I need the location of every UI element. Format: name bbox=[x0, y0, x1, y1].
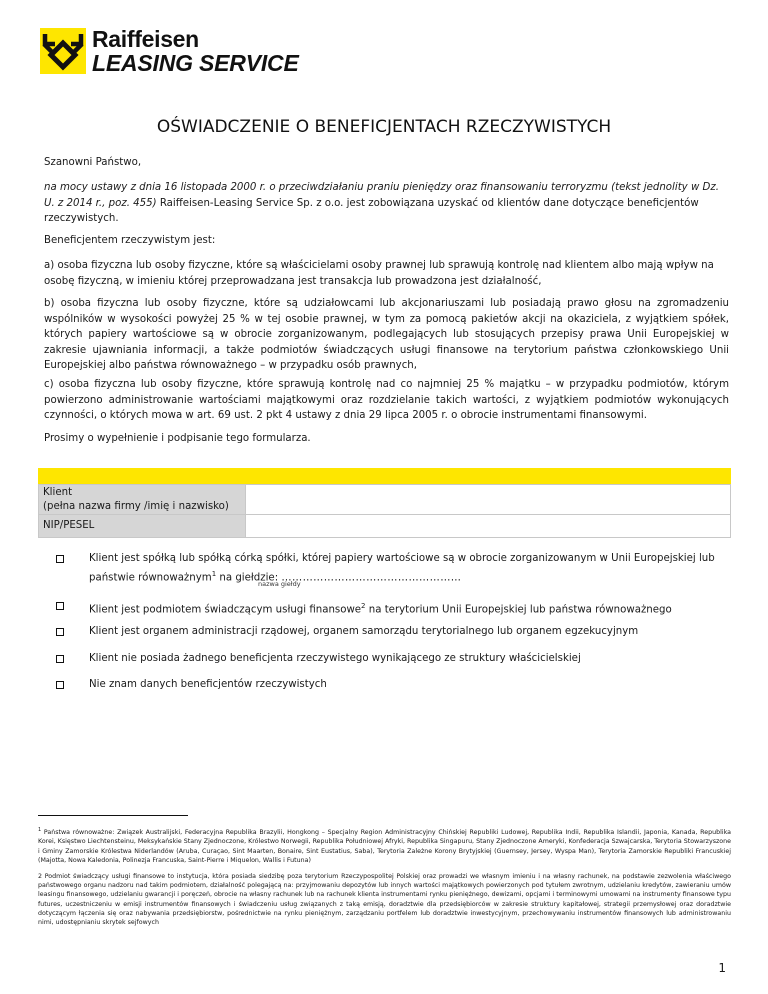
nip-pesel-field[interactable] bbox=[246, 515, 731, 538]
client-form bbox=[38, 484, 731, 538]
raiffeisen-logo bbox=[40, 28, 300, 76]
client-label-hint: (pełna nazwa firmy /imię i nazwisko) bbox=[43, 500, 229, 512]
definition-c: c) osoba fizyczna lub osoby fizyczne, które sprawują kontrolę nad co najmniej 25 % majątku – w przypadku podmiotów, którym powierzono administrowanie wartościami majątkowymi oraz rozdzielanie takich wartości, z wyjątkiem podmiotów wykonujących czynności, o których mowa w art. 69 ust. 2 pkt 4 ustawy z dnia 29 lipca 2005 r. o obrocie instrumentami finansowymi. bbox=[44, 379, 729, 422]
unknown-beneficiaries-checkbox[interactable] bbox=[56, 681, 64, 689]
option-listed-company bbox=[56, 552, 736, 582]
client-label-title: Klient bbox=[43, 486, 73, 498]
no-beneficiary-checkbox[interactable] bbox=[56, 655, 64, 663]
public-authority-checkbox[interactable] bbox=[56, 628, 64, 636]
listed-company-checkbox[interactable] bbox=[56, 555, 64, 563]
footnote-1: $^1$ Państwa równoważne: Związek Australijski, Federacyjna Republika Brazylii, Hongkong – Specjalny Region Administracyjny Chińskiej Republiki Ludowej, Republika Indii, Republika Islandii, Japonia, Kanada, Republika Korei, Księstwo Liechtensteinu, Meksykańskie Stany Zjednoczone, Królestwo Norwegii, Republika Południowej Afryki, Republika Singapuru, Stany Zjednoczone Ameryki, Konfederacja Szwajcarska, Terytoria Stowarzyszone i Gminy Zamorskie Królestwa Niderlandów (Aruba, Curaçao, Sint Maarten, Bonaire, Sint Eustatius, Saba), Terytoria Zależne Korony Brytyjskiej (Guernsey, Jersey, Wyspa Man), Terytoria Zamorskie Republiki Francuskiej (Majotta, Nowa Kaledonia, Polinezja Francuska, Saint-Pierre i Miquelon, Wallis i Futuna) bbox=[38, 827, 731, 864]
exchange-name-label: nazwa giełdy bbox=[258, 580, 301, 588]
nip-pesel-label: NIP/PESEL bbox=[39, 515, 246, 538]
logo-subtitle: LEASING SERVICE bbox=[92, 50, 299, 76]
document-title: OŚWIADCZENIE O BENEFICJENTACH RZECZYWISTYCH bbox=[156, 117, 612, 137]
intro-paragraph bbox=[44, 180, 729, 227]
request-text: Prosimy o wypełnienie i podpisanie tego formularza. bbox=[44, 433, 311, 444]
option-unknown-beneficiaries-text: Nie znam danych beneficjentów rzeczywistych bbox=[89, 679, 327, 690]
intro-legal-basis: na mocy ustawy z dnia 16 listopada 2000 r. o przeciwdziałaniu praniu pieniędzy oraz finansowaniu terroryzmu (tekst jednolity w Dz. U. z 2014 r., poz. 455) bbox=[44, 182, 719, 209]
definition-b: b) osoba fizyczna lub osoby fizyczne, które są udziałowcami lub akcjonariuszami lub posiadają prawo głosu na zgromadzeniu wspólników w wysokości powyżej 25 % w tej osobie prawnej, w tym za pomocą pakietów akcji na okaziciela, z wyjątkiem spółek, których papiery wartościowe są w obrocie zorganizowanym, podlegających lub stosujących przepisy prawa Unii Europejskiej w zakresie ujawniania informacji, a także podmiotów świadczących usługi finansowe na terytorium państwa członkowskiego Unii Europejskiej albo państwa równoważnego – w przypadku osób prawnych, bbox=[44, 298, 729, 372]
definition-a: a) osoba fizyczna lub osoby fizyczne, które są właścicielami osoby prawnej lub sprawują kontrolę nad klientem albo mają wpływ na osobę fizyczną, w imieniu której przeprowadzana jest transakcja lub prowadzona jest działalność, bbox=[44, 260, 714, 287]
footnote-ref-1: 1 bbox=[211, 569, 217, 578]
form-header-bar bbox=[38, 468, 731, 484]
financial-service-checkbox[interactable] bbox=[56, 602, 64, 610]
logo-name: Raiffeisen bbox=[92, 26, 199, 52]
definition-lead: Beneficjentem rzeczywistym jest: bbox=[44, 235, 216, 246]
client-label bbox=[39, 485, 246, 515]
client-name-field[interactable] bbox=[246, 485, 731, 515]
footnote-separator bbox=[38, 815, 188, 816]
footnote-ref-2: 2 bbox=[361, 602, 366, 610]
option-listed-company-text: Klient jest spółką lub spółką córką spółki, której papiery wartościowe są w obrocie zorganizowanym w Unii Europejskiej lub państwie równoważnym$^1$ na giełdzie: …………………………………………… bbox=[89, 553, 715, 583]
footnote-2: 2 Podmiot świadczący usługi finansowe to instytucja, która posiada siedzibę poza terytorium Rzeczypospolitej Polskiej oraz prowadzi we własnym imieniu i na własny rachunek, na podstawie zezwolenia właściwego państwowego organu nadzoru nad takim podmiotem, działalność polegającą na: przyjmowaniu depozytów lub innych wartości majątkowych powierzonych pod tytułem zwrotnym, udzielaniu kredytów, zawieraniu umów leasingu finansowego, udzielaniu gwarancji i poręczeń, obrocie na własny rachunek lub na rachunek klienta instrumentami rynku pieniężnego, dewizami, opcjami i terminowymi umowami na instrumenty finansowe typu futures, uczestniczeniu w emisji instrumentów finansowych i świadczeniu usług związanych z taką emisją, doradztwie dla przedsiębiorców w zakresie struktury kapitałowej, strategii przemysłowej oraz doradztwie dotyczącym łączenia się oraz nabywania przedsiębiorstw, pośrednictwie na rynku pieniężnym, zarządzaniu portfelem lub doradztwie inwestycyjnym, przechowywaniu instrumentów finansowych lub administrowaniu nimi, udostępnianiu skrytek sejfowych bbox=[38, 873, 731, 927]
option-public-authority-text: Klient jest organem administracji rządowej, organem samorządu terytorialnego lub organem egzekucyjnym bbox=[89, 626, 639, 637]
exchange-name-field[interactable]: …………………………………………… bbox=[281, 571, 462, 583]
intro-obligation: Raiffeisen-Leasing Service Sp. z o.o. jest zobowiązana uzyskać od klientów dane dotyczące beneficjentów rzeczywistych. bbox=[44, 197, 699, 225]
option-no-beneficiary-text: Klient nie posiada żadnego beneficjenta rzeczywistego wynikającego ze struktury właścicielskiej bbox=[89, 653, 581, 664]
option-financial-service-text: Klient jest podmiotem świadczącym usługi finansowe$^2$ na terytorium Unii Europejskiej lub państwa równoważnego bbox=[89, 602, 672, 616]
greeting: Szanowni Państwo, bbox=[44, 157, 142, 168]
logo-emblem-icon bbox=[40, 28, 86, 74]
page-number: 1 bbox=[718, 961, 726, 975]
